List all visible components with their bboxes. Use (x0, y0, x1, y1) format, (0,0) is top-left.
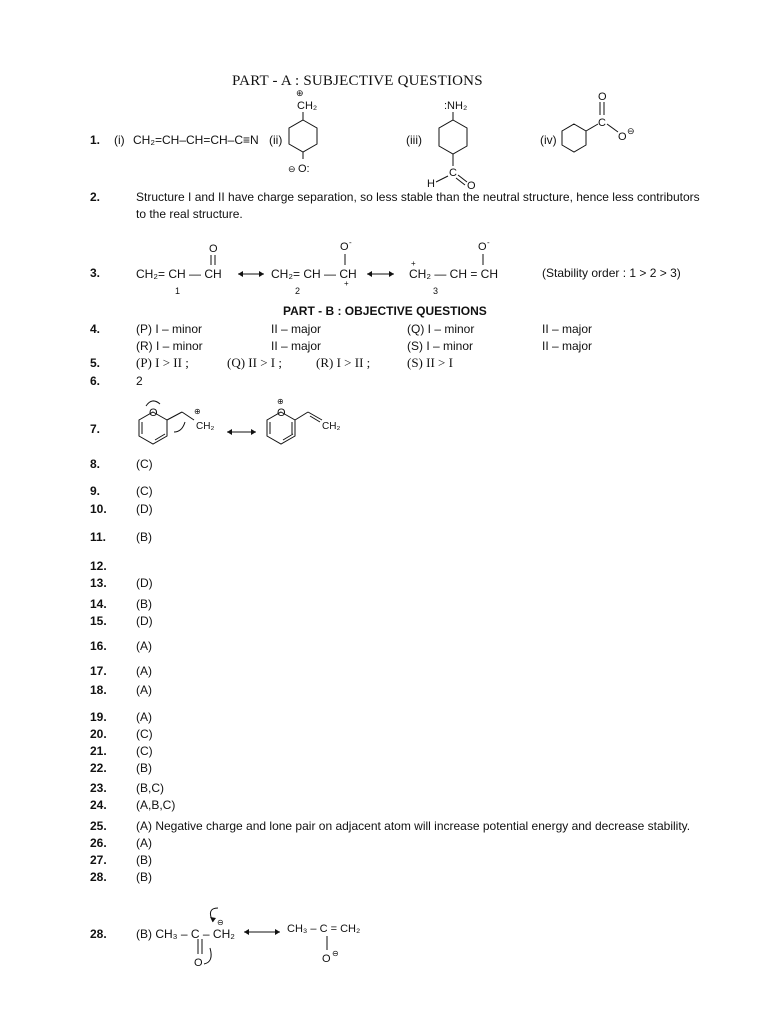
resonance-arrow-icon (227, 429, 256, 435)
q3-s2-number: 2 (295, 286, 301, 296)
question-number: 11. (90, 530, 107, 544)
positive-charge-icon: + (344, 279, 349, 288)
q1-i-label: (i) (114, 133, 125, 147)
q1-iii-label: (iii) (406, 133, 422, 147)
positive-charge-icon: + (411, 259, 416, 268)
resonance-arrow-icon (367, 271, 394, 277)
q4-cell: II – major (271, 322, 322, 336)
q1-ii-bottom: O: (298, 163, 310, 175)
answer: (C) (136, 744, 153, 758)
question-number: 7. (90, 422, 101, 436)
question-number: 14. (90, 597, 107, 611)
q1-iv-label: (iv) (540, 133, 557, 147)
question-number: 6. (90, 374, 101, 388)
question-number: 28. (90, 870, 107, 884)
q1-iv-o-right: O (618, 131, 627, 143)
answer: (C) (136, 484, 153, 498)
q3-s3: CH₂ — CH = CH (409, 267, 498, 281)
answer: (B) (136, 870, 152, 884)
q4-cell: (R) I – minor (136, 339, 203, 353)
q3-stability-order: (Stability order : 1 > 2 > 3) (542, 266, 681, 280)
resonance-arrow-icon (238, 271, 264, 277)
q5-item: (P) I > II ; (136, 355, 189, 370)
q1-iii-c: C (449, 167, 457, 179)
electron-arrow-icon (174, 422, 185, 432)
question-number: 12. (90, 559, 107, 573)
question-number: 2. (90, 190, 101, 204)
part-b-title: PART - B : OBJECTIVE QUESTIONS (283, 304, 487, 318)
question-number: 13. (90, 576, 107, 590)
q7-left-o: O (149, 407, 158, 419)
answer: (C) (136, 727, 153, 741)
q4-cell: (P) I – minor (136, 322, 203, 336)
question-number: 10. (90, 502, 107, 516)
q4-cell: II – major (271, 339, 322, 353)
q1-iii-o: O (467, 180, 476, 192)
negative-charge-icon: ⊖ (288, 164, 296, 174)
q28b-resonance-structures (180, 902, 380, 972)
q3-s2: CH₂= CH — CH (271, 267, 357, 281)
resonance-arrow-icon (244, 929, 280, 935)
q7-left-ch2: CH₂ (196, 421, 215, 432)
q3-s2-o: O (340, 241, 349, 253)
answer: (A) (136, 664, 152, 678)
q28b-o-right: O (322, 953, 331, 965)
question-number: 8. (90, 457, 101, 471)
answer: (A) (136, 683, 152, 697)
q28b-prefix: (B) CH₃ – C – CH₂ (136, 927, 235, 941)
q1-ii-top: CH₂ (297, 100, 318, 112)
answer: (D) (136, 614, 153, 628)
negative-charge-icon: ⊖ (627, 126, 635, 136)
answer: (A) (136, 836, 152, 850)
question-number: 5. (90, 356, 101, 370)
q1-iii-top: :NH₂ (444, 100, 468, 112)
negative-charge-icon: ⊖ (332, 949, 339, 958)
answer: (B) (136, 597, 152, 611)
question-number: 16. (90, 639, 107, 653)
question-number: 1. (90, 133, 101, 147)
q7-right-ch2: CH₂ (322, 421, 341, 432)
answer: (D) (136, 576, 153, 590)
answer: (C) (136, 457, 153, 471)
negative-charge-icon: ⊖ (217, 918, 224, 927)
question-number: 24. (90, 798, 107, 812)
question-number: 15. (90, 614, 107, 628)
q1-i-formula: CH₂=CH–CH=CH–C≡N (133, 133, 259, 147)
question-number: 26. (90, 836, 107, 850)
q3-s3-o: O (478, 241, 487, 253)
answer: (B) (136, 530, 152, 544)
q4-cell: (Q) I – minor (407, 322, 475, 336)
q5-item: (R) I > II ; (316, 355, 371, 370)
answer: (A,B,C) (136, 798, 176, 812)
question-number: 27. (90, 853, 107, 867)
question-number: 22. (90, 761, 107, 775)
q7-right-o: O (277, 407, 286, 419)
question-number: 4. (90, 322, 101, 336)
q1-iii-h: H (427, 178, 435, 190)
question-number: 21. (90, 744, 107, 758)
q1-iv-o-top: O (598, 91, 607, 103)
question-number: 23. (90, 781, 107, 795)
question-number: 19. (90, 710, 107, 724)
q5-item: (Q) II > I ; (227, 355, 282, 370)
q28b-right-top: CH₃ – C = CH₂ (287, 923, 361, 935)
electron-arrow-icon (146, 401, 160, 406)
q4-cell: II – major (542, 339, 593, 353)
q2-line-2: to the real structure. (136, 207, 243, 221)
positive-charge-icon: ⊕ (277, 397, 284, 406)
answer: (A) Negative charge and lone pair on adjacent atom will increase potential energy and decrease stability. (136, 819, 691, 833)
q3-s1: CH₂= CH — CH (136, 267, 222, 281)
q3-s3-number: 3 (433, 286, 439, 296)
answer: (D) (136, 502, 153, 516)
svg-text:-: - (487, 238, 490, 247)
question-number: 25. (90, 819, 107, 833)
question-number: 17. (90, 664, 107, 678)
q1-iv-structure (560, 88, 640, 158)
answer: (B,C) (136, 781, 164, 795)
question-number: 28. (90, 927, 107, 941)
answer: (A) (136, 639, 152, 653)
q5-item: (S) II > I (407, 355, 453, 370)
q4-cell: II – major (542, 322, 593, 336)
q1-ii-structure (283, 88, 323, 180)
question-number: 18. (90, 683, 107, 697)
q6-answer: 2 (136, 374, 143, 388)
q2-line-1: Structure I and II have charge separation, so less stable than the neutral structure, hence less contributors (136, 190, 700, 204)
answer: (B) (136, 853, 152, 867)
svg-text:-: - (349, 238, 352, 247)
q1-iv-c: C (598, 117, 606, 129)
answer: (B) (136, 761, 152, 775)
q7-resonance-structures (130, 392, 360, 452)
question-number: 20. (90, 727, 107, 741)
q3-s1-o: O (209, 243, 218, 255)
q3-s1-number: 1 (175, 286, 181, 296)
q4-cell: (S) I – minor (407, 339, 474, 353)
q1-ii-label: (ii) (269, 133, 283, 147)
q28b-o-left: O (194, 957, 203, 969)
positive-charge-icon: ⊕ (194, 407, 201, 416)
question-number: 9. (90, 484, 101, 498)
part-a-title: PART - A : SUBJECTIVE QUESTIONS (232, 73, 483, 89)
answer: (A) (136, 710, 152, 724)
positive-charge-icon: ⊕ (296, 88, 304, 98)
electron-arrow-icon (204, 948, 211, 964)
q1-iii-structure (422, 96, 482, 190)
question-number: 3. (90, 266, 101, 280)
